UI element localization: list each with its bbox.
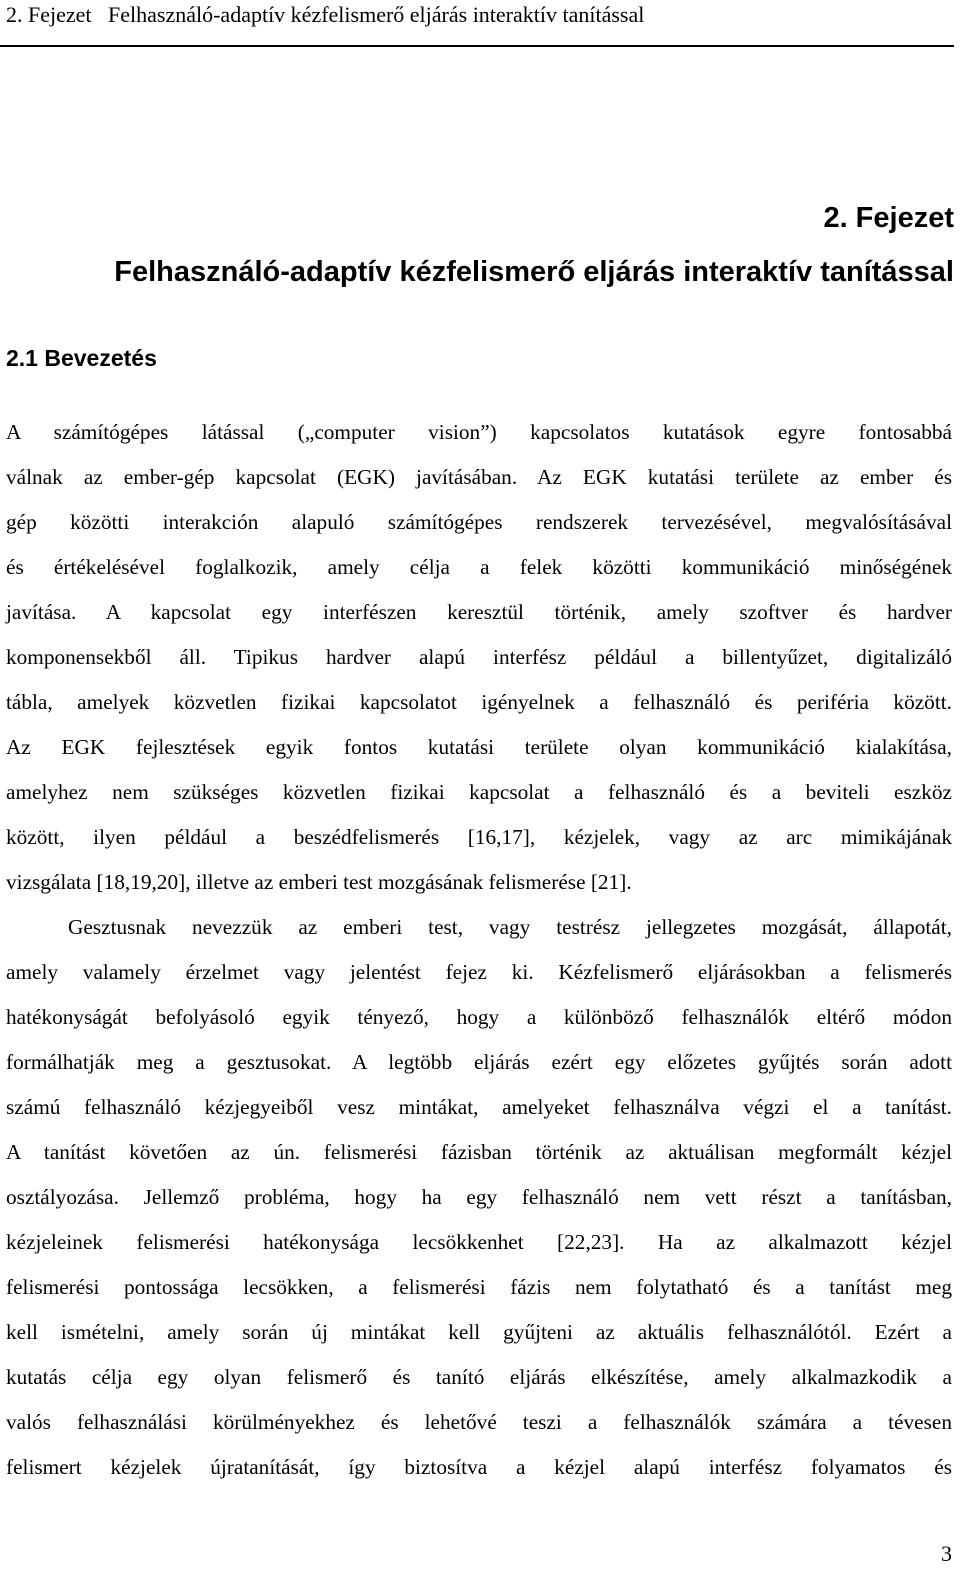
body-line: javítása. A kapcsolat egy interfészen keresztül történik, amely szoftver és hardver	[6, 600, 952, 624]
body-line: komponensekből áll. Tipikus hardver alapú interfész például a billentyűzet, digitalizáló	[6, 645, 952, 669]
body-line: Gesztusnak nevezzük az emberi test, vagy testrész jellegzetes mozgását, állapotát,	[68, 915, 952, 939]
body-line: Az EGK fejlesztések egyik fontos kutatási területe olyan kommunikáció kialakítása,	[6, 735, 952, 759]
body-line: hatékonyságát befolyásoló egyik tényező, hogy a különböző felhasználók eltérő módon	[6, 1005, 952, 1029]
body-line: kell ismételni, amely során új mintákat kell gyűjteni az aktuális felhasználótól. Ezért a	[6, 1320, 952, 1344]
body-line: számú felhasználó kézjegyeiből vesz mintákat, amelyeket felhasználva végzi el a tanítást.	[6, 1095, 952, 1119]
body-line: tábla, amelyek közvetlen fizikai kapcsolatot igényelnek a felhasználó és periféria között.	[6, 690, 952, 714]
body-line: formálhatják meg a gesztusokat. A legtöbb eljárás ezért egy előzetes gyűjtés során adott	[6, 1050, 952, 1074]
body-line: A számítógépes látással („computer vision”) kapcsolatos kutatások egyre fontosabbá	[6, 420, 952, 444]
body-line: A tanítást követően az ún. felismerési fázisban történik az aktuálisan megformált kézjel	[6, 1140, 952, 1164]
chapter-title: Felhasználó-adaptív kézfelismerő eljárás interaktív tanítással	[114, 256, 954, 288]
body-line: felismerési pontossága lecsökken, a felismerési fázis nem folytatható és a tanítást meg	[6, 1275, 952, 1299]
body-line: között, ilyen például a beszédfelismerés [16,17], kézjelek, vagy az arc mimikájának	[6, 825, 952, 849]
body-line: amelyhez nem szükséges közvetlen fizikai kapcsolat a felhasználó és a beviteli eszköz	[6, 780, 952, 804]
section-heading: 2.1 Bevezetés	[6, 345, 157, 371]
body-line: és értékelésével foglalkozik, amely célja a felek közötti kommunikáció minőségének	[6, 555, 952, 579]
body-line: felismert kézjelek újratanítását, így biztosítva a kézjel alapú interfész folyamatos és	[6, 1455, 952, 1479]
body-line: osztályozása. Jellemző probléma, hogy ha egy felhasználó nem vett részt a tanításban,	[6, 1185, 952, 1209]
body-line: amely valamely érzelmet vagy jelentést fejez ki. Kézfelismerő eljárásokban a felismerés	[6, 960, 952, 984]
body-line: gép közötti interakción alapuló számítógépes rendszerek tervezésével, megvalósításával	[6, 510, 952, 534]
body-line: kézjeleinek felismerési hatékonysága lecsökkenhet [22,23]. Ha az alkalmazott kézjel	[6, 1230, 952, 1254]
header-rule	[0, 45, 954, 47]
body-line: vizsgálata [18,19,20], illetve az emberi test mozgásának felismerése [21].	[6, 870, 632, 894]
page-number: 3	[941, 1541, 952, 1566]
body-line: válnak az ember-gép kapcsolat (EGK) javításában. Az EGK kutatási területe az ember és	[6, 465, 952, 489]
chapter-number: 2. Fejezet	[823, 202, 954, 234]
body-line: valós felhasználási körülményekhez és lehetővé teszi a felhasználók számára a tévesen	[6, 1410, 952, 1434]
body-line: kutatás célja egy olyan felismerő és tanító eljárás elkészítése, amely alkalmazkodik a	[6, 1365, 952, 1389]
running-header: 2. Fejezet Felhasználó-adaptív kézfelismerő eljárás interaktív tanítással	[6, 2, 645, 27]
